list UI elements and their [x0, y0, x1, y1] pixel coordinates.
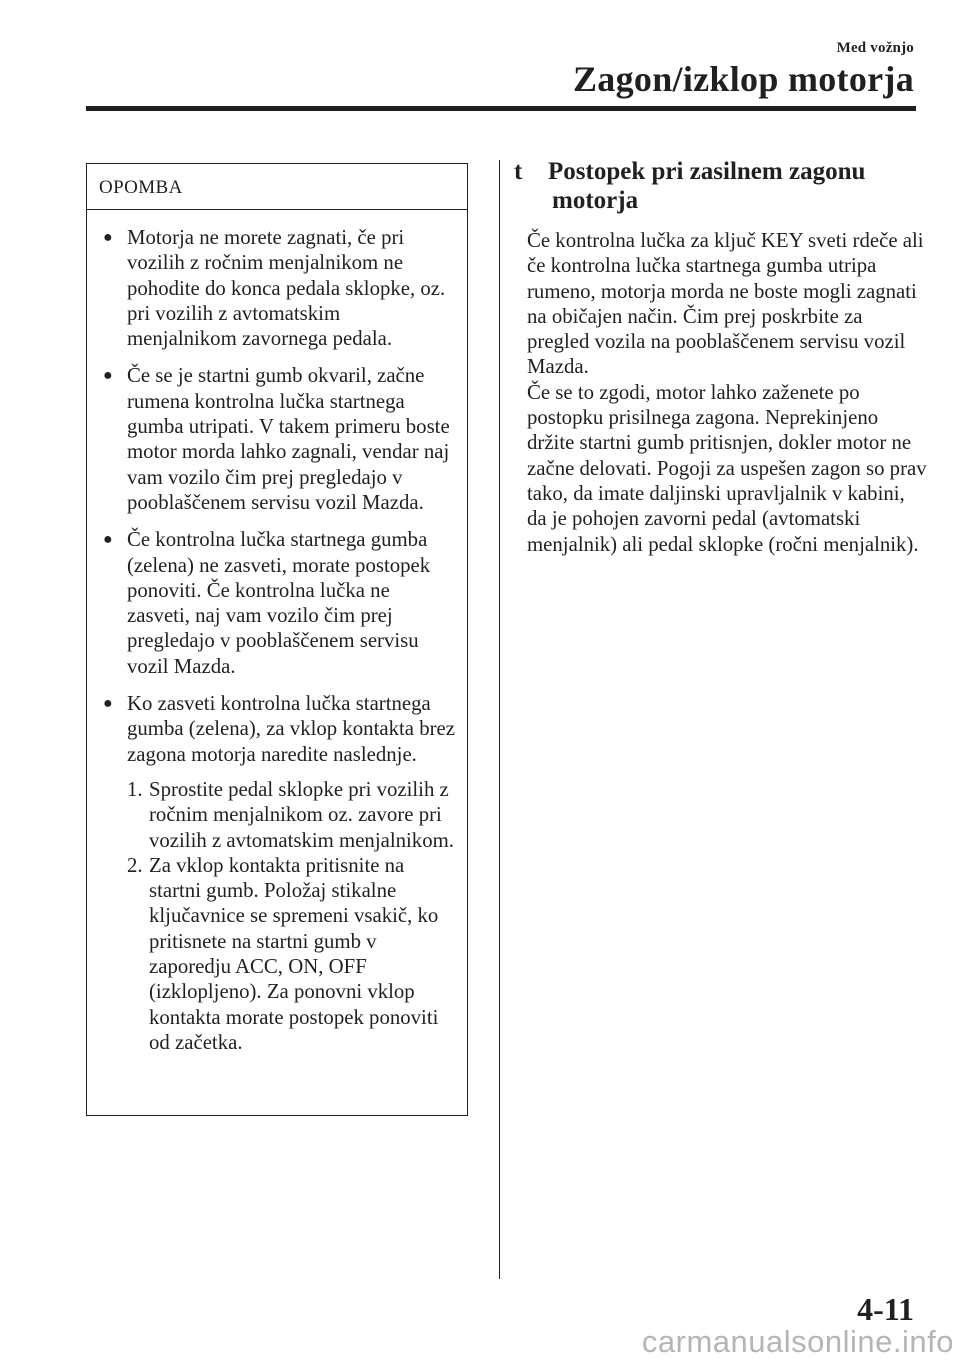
bullet-dot-icon: ● — [103, 367, 113, 385]
note-body — [87, 210, 467, 1055]
column-divider — [499, 160, 500, 1279]
note-bullet-text: Ko zasveti kontrolna lučka startnega gumba (zelena), za vklop kontakta brez zagona motorja naredite naslednje. — [127, 692, 455, 766]
header-rule — [86, 106, 916, 111]
note-bullet — [99, 363, 455, 515]
section-paragraph: Če se to zgodi, motor lahko zaženete po postopku prisilnega zagona. Neprekinjeno držite startni gumb pritisnjen, dokler motor ne začne delovati. Pogoji za uspešen zagon so prav tako, da imate daljinski upravljalnik v kabini, da je pohojen zavorni pedal (avtomatski menjalnik) ali pedal sklopke (ročni menjalnik). — [527, 380, 927, 556]
steps-list — [99, 777, 455, 1055]
step-item — [127, 853, 455, 1055]
section-paragraph: Če kontrolna lučka za ključ KEY sveti rdeče ali če kontrolna lučka startnega gumba utripa rumeno, motorja morda ne boste mogli zagnati na običajen način. Čim prej poskrbite za pregled vozila na pooblaščenem servisu vozil Mazda. — [527, 229, 924, 379]
note-heading: OPOMBA — [87, 164, 467, 210]
watermark: carmanualsonline.info — [641, 1324, 954, 1359]
note-bullet-text: Motorja ne morete zagnati, če pri vozilih z ročnim menjalnikom ne pohodite do konca pedala sklopke, oz. pri vozilih z avtomatskim menjalnikom zavornega pedala. — [127, 226, 446, 351]
section-body — [527, 228, 927, 557]
note-bullet — [99, 691, 455, 767]
note-bullet-text: Če kontrolna lučka startnega gumba (zelena) ne zasveti, morate postopek ponoviti. Če kontrolna lučka ne zasveti, naj vam vozilo čim prej pregledajo v pooblaščenem servisu vozil Mazda. — [127, 528, 431, 678]
note-bullet — [99, 225, 455, 351]
step-text: Za vklop kontakta pritisnite na startni gumb. Položaj stikalne ključavnice se spremeni vsakič, ko pritisnete na startni gumb v zaporedju ACC, ON, OFF (izklopljeno). Za ponovni vklop kontakta morate postopek ponoviti od začetka. — [149, 853, 439, 1054]
step-item — [127, 777, 455, 853]
bullet-dot-icon: ● — [103, 695, 113, 713]
note-box — [86, 163, 468, 1116]
page-title: Zagon/izklop motorja — [572, 59, 914, 99]
section-heading — [514, 157, 924, 215]
step-text: Sprostite pedal sklopke pri vozilih z ročnim menjalnikom oz. zavore pri vozilih z avtomatskim menjalnikom. — [149, 777, 454, 852]
section-marker-icon: t — [514, 158, 523, 185]
step-number: 1. — [127, 777, 143, 801]
step-number: 2. — [127, 853, 143, 877]
note-bullet-text: Če se je startni gumb okvaril, začne rumena kontrolna lučka startnega gumba utripati. V takem primeru boste motor morda lahko zagnali, vendar naj vam vozilo čim prej pregledajo v pooblaščenem servisu vozil Mazda. — [127, 364, 450, 514]
bullet-dot-icon: ● — [103, 531, 113, 549]
chapter-title: Med vožnjo — [836, 40, 914, 56]
section-title: Postopek pri zasilnem zagonu motorja — [548, 158, 866, 214]
page-number: 4-11 — [857, 1291, 914, 1327]
note-bullet — [99, 527, 455, 679]
bullet-dot-icon: ● — [103, 229, 113, 246]
